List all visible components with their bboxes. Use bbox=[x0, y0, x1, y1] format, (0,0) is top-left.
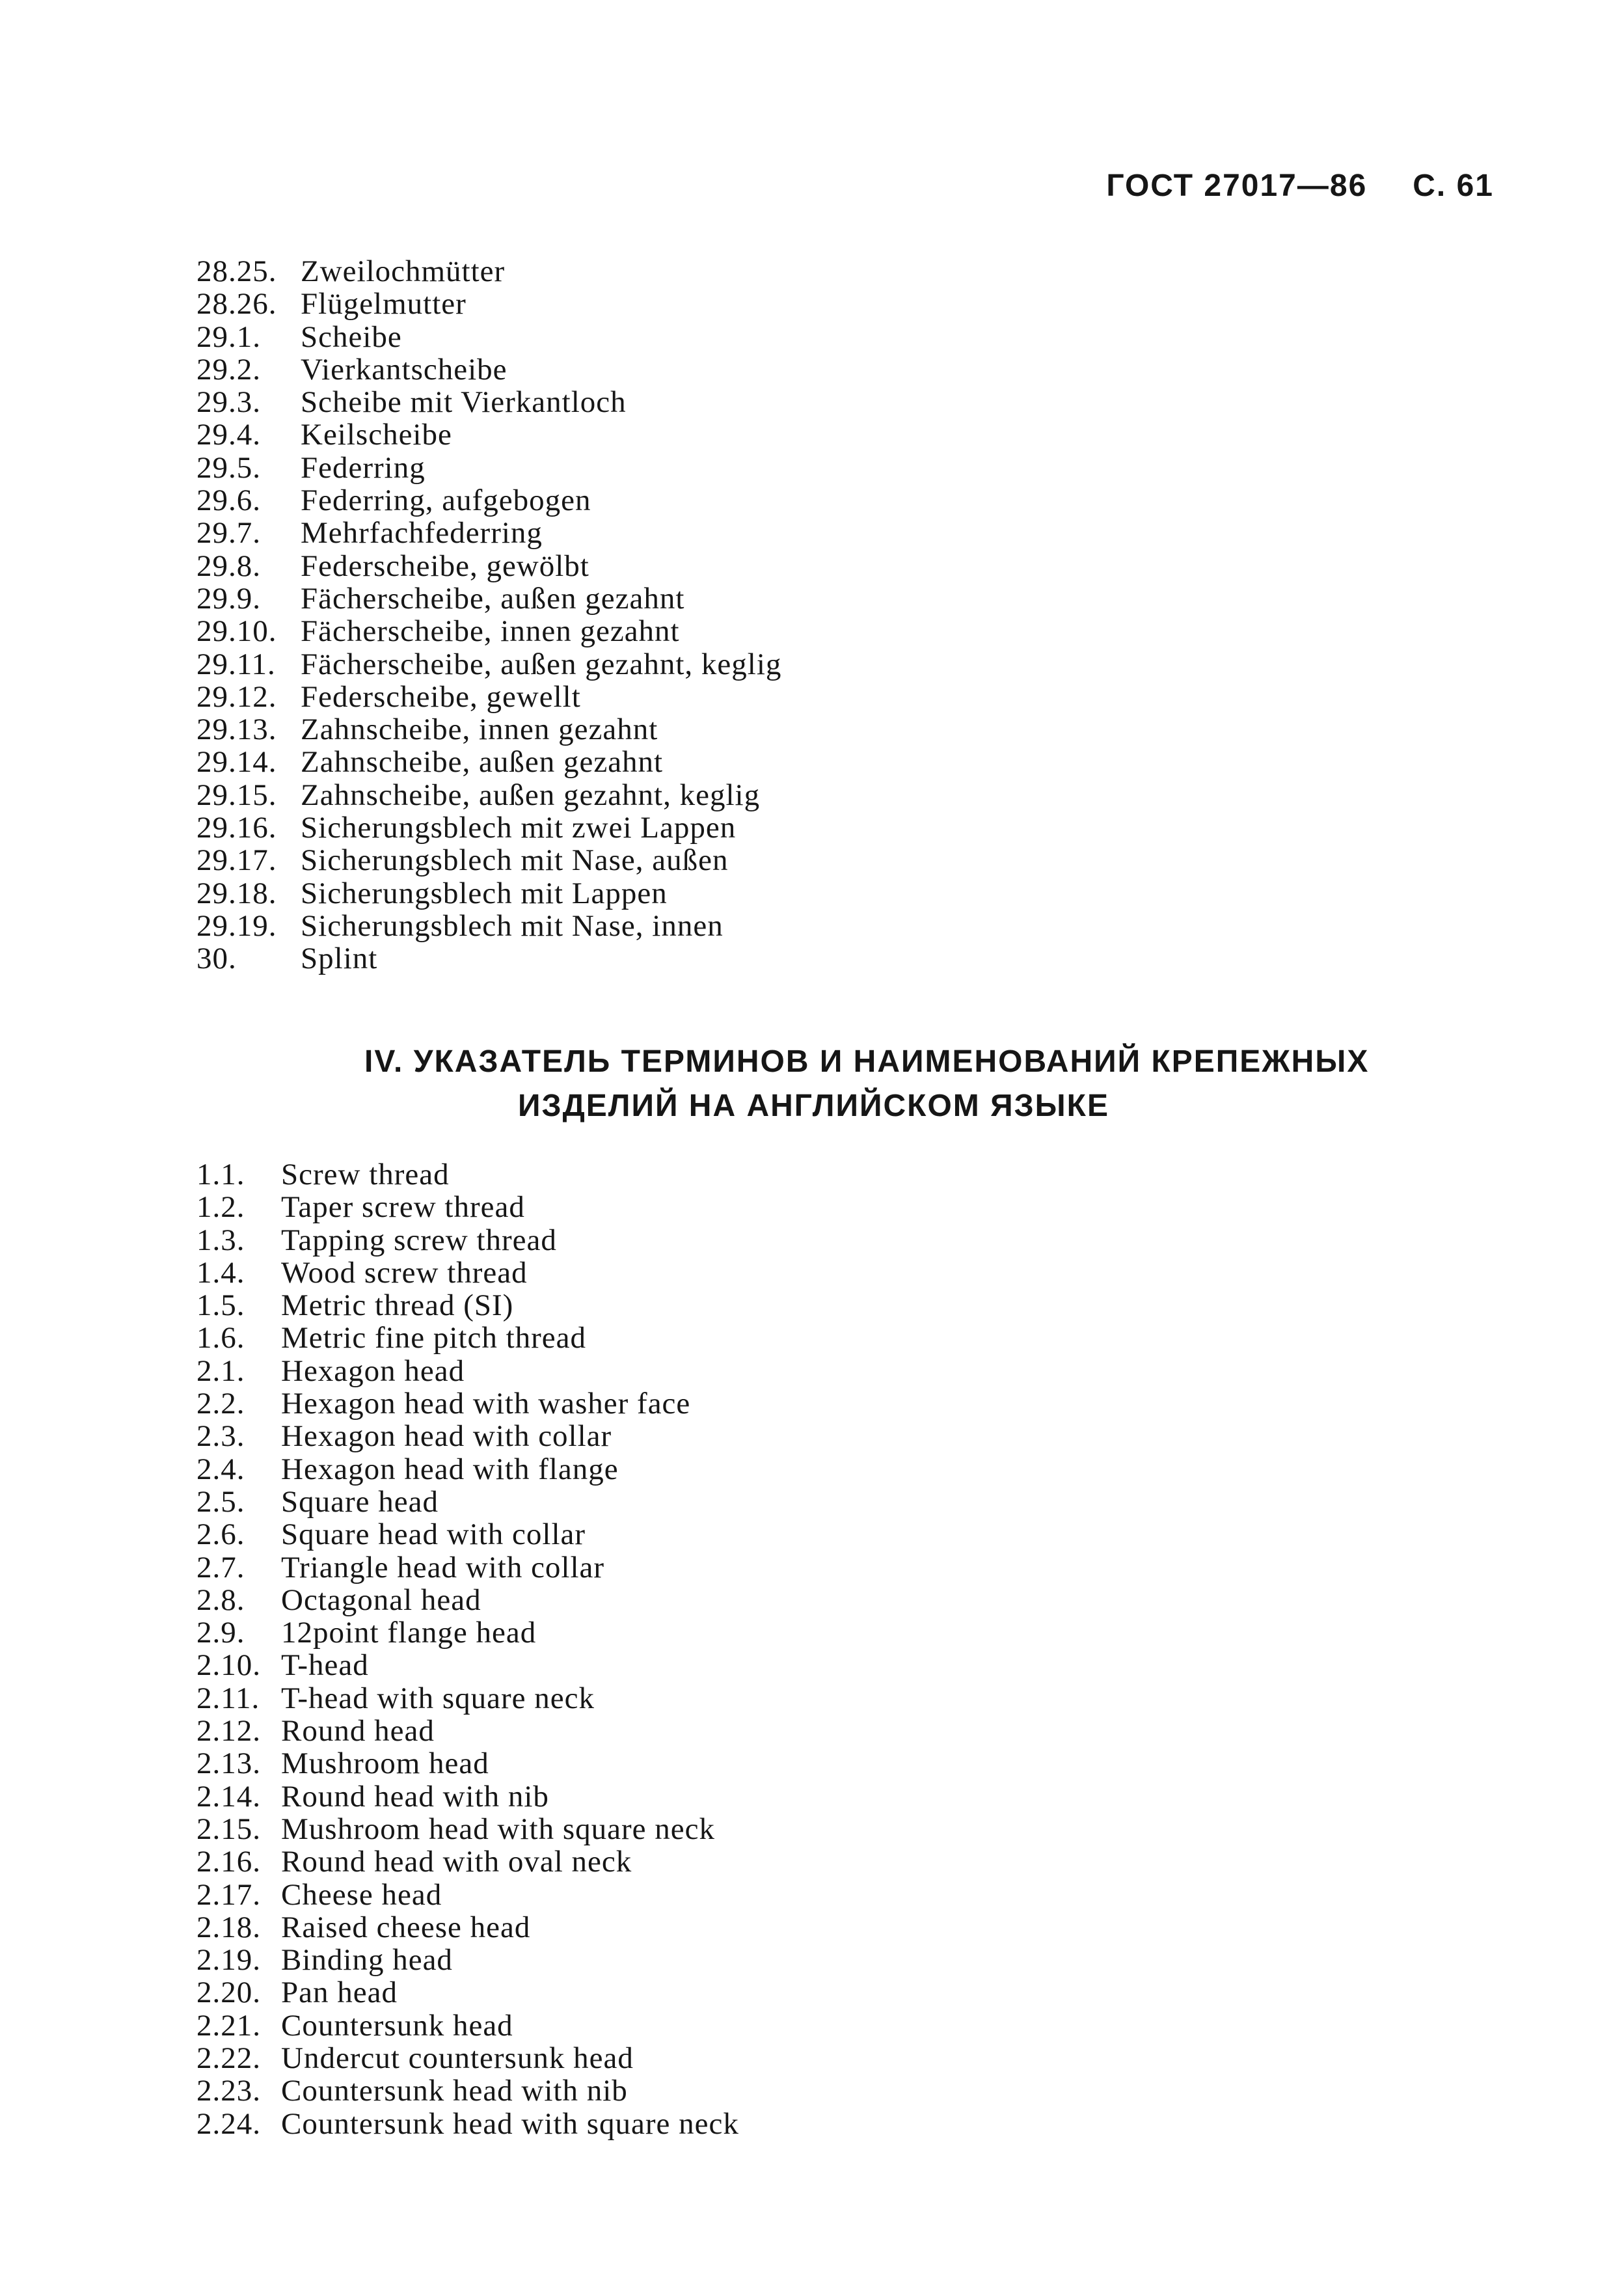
term-text: Federscheibe, gewellt bbox=[301, 679, 581, 714]
term-entry bbox=[196, 582, 781, 615]
term-number: 2.17. bbox=[196, 1877, 261, 1912]
term-entry bbox=[196, 1616, 739, 1649]
term-entry bbox=[196, 2074, 739, 2107]
term-entry bbox=[196, 484, 781, 517]
term-text: Sicherungsblech mit Nase, innen bbox=[301, 908, 724, 943]
term-text: Round head with oval neck bbox=[281, 1845, 632, 1879]
term-entry bbox=[196, 1420, 739, 1452]
term-text: Keilscheibe bbox=[301, 418, 452, 452]
term-number: 28.26. bbox=[196, 287, 277, 321]
section-title-line-2: ИЗДЕЛИЙ НА АНГЛИЙСКОМ ЯЗЫКЕ bbox=[518, 1089, 1109, 1123]
term-entry bbox=[196, 844, 781, 877]
section-title bbox=[0, 1040, 1624, 1128]
term-entry bbox=[196, 811, 781, 844]
term-entry bbox=[196, 2009, 739, 2042]
term-number: 29.5. bbox=[196, 450, 261, 485]
term-text: Octagonal head bbox=[281, 1583, 481, 1617]
term-number: 2.19. bbox=[196, 1943, 261, 1978]
term-number: 29.18. bbox=[196, 876, 277, 910]
term-entry bbox=[196, 452, 781, 484]
term-number: 29.4. bbox=[196, 418, 261, 452]
term-entry bbox=[196, 1747, 739, 1780]
term-entry bbox=[196, 550, 781, 582]
term-number: 29.15. bbox=[196, 778, 277, 812]
term-text: Scheibe bbox=[301, 319, 402, 354]
term-text: Hexagon head bbox=[281, 1353, 465, 1388]
term-number: 29.17. bbox=[196, 843, 277, 878]
term-text: Round head bbox=[281, 1714, 435, 1748]
term-entry bbox=[196, 1879, 739, 1911]
term-entry bbox=[196, 648, 781, 681]
term-number: 2.23. bbox=[196, 2074, 261, 2108]
term-number: 2.1. bbox=[196, 1353, 245, 1388]
term-entry bbox=[196, 2108, 739, 2140]
term-entry bbox=[196, 2042, 739, 2074]
section-title-line-1: IV. УКАЗАТЕЛЬ ТЕРМИНОВ И НАИМЕНОВАНИЙ КРЕПЕЖНЫХ bbox=[364, 1044, 1370, 1079]
term-number: 1.5. bbox=[196, 1288, 245, 1323]
term-text: Vierkantscheibe bbox=[301, 352, 508, 387]
term-text: Hexagon head with washer face bbox=[281, 1387, 691, 1421]
term-number: 2.4. bbox=[196, 1452, 245, 1486]
standard-number: ГОСТ 27017—86 bbox=[1106, 169, 1368, 203]
term-number: 2.22. bbox=[196, 2041, 261, 2076]
term-text: Round head with nib bbox=[281, 1779, 549, 1814]
term-entry bbox=[196, 681, 781, 713]
term-number: 29.14. bbox=[196, 745, 277, 780]
term-number: 29.10. bbox=[196, 614, 277, 649]
term-entry bbox=[196, 779, 781, 811]
term-text: Mehrfachfederring bbox=[301, 516, 543, 551]
term-entry bbox=[196, 1584, 739, 1616]
term-text: Sicherungsblech mit Lappen bbox=[301, 876, 668, 910]
term-text: Screw thread bbox=[281, 1158, 450, 1191]
term-entry bbox=[196, 321, 781, 353]
term-entry bbox=[196, 386, 781, 418]
term-text: Square head bbox=[281, 1484, 439, 1519]
term-number: 29.11. bbox=[196, 647, 276, 681]
term-text: Zweilochmütter bbox=[301, 254, 506, 288]
term-text: Square head with collar bbox=[281, 1517, 586, 1552]
term-text: Metric thread (SI) bbox=[281, 1288, 514, 1323]
term-entry bbox=[196, 1257, 739, 1289]
term-number: 2.3. bbox=[196, 1419, 245, 1454]
term-number: 2.6. bbox=[196, 1517, 245, 1552]
term-entry bbox=[196, 1813, 739, 1845]
term-text: Scheibe mit Vierkantloch bbox=[301, 385, 627, 420]
term-entry bbox=[196, 288, 781, 320]
term-number: 29.6. bbox=[196, 483, 261, 518]
term-entry bbox=[196, 1191, 739, 1223]
term-number: 1.1. bbox=[196, 1158, 245, 1191]
term-text: Sicherungsblech mit zwei Lappen bbox=[301, 811, 737, 845]
term-text: Binding head bbox=[281, 1943, 453, 1978]
term-number: 29.2. bbox=[196, 352, 261, 387]
term-text: Zahnscheibe, außen gezahnt bbox=[301, 745, 664, 780]
term-text: Federring bbox=[301, 450, 426, 485]
term-text: Flügelmutter bbox=[301, 287, 467, 321]
term-number: 29.16. bbox=[196, 811, 277, 845]
page-header bbox=[1106, 168, 1494, 204]
term-number: 29.1. bbox=[196, 319, 261, 354]
term-number: 2.5. bbox=[196, 1484, 245, 1519]
term-entry bbox=[196, 1944, 739, 1976]
term-text: Zahnscheibe, innen gezahnt bbox=[301, 713, 658, 747]
term-number: 29.9. bbox=[196, 581, 261, 616]
term-entry bbox=[196, 517, 781, 549]
term-text: Countersunk head with nib bbox=[281, 2074, 628, 2108]
term-number: 29.13. bbox=[196, 713, 277, 747]
term-text: Federscheibe, gewölbt bbox=[301, 549, 589, 583]
term-entry bbox=[196, 1289, 739, 1322]
term-text: Fächerscheibe, innen gezahnt bbox=[301, 614, 680, 649]
term-text: T-head bbox=[281, 1648, 369, 1683]
term-entry bbox=[196, 1158, 739, 1191]
term-text: Fächerscheibe, außen gezahnt bbox=[301, 581, 685, 616]
term-text: Fächerscheibe, außen gezahnt, keglig bbox=[301, 647, 782, 681]
term-number: 2.15. bbox=[196, 1812, 261, 1846]
term-number: 2.24. bbox=[196, 2106, 261, 2141]
term-text: Hexagon head with collar bbox=[281, 1419, 612, 1454]
term-text: 12point flange head bbox=[281, 1616, 537, 1650]
term-entry bbox=[196, 1976, 739, 2009]
term-text: T-head with square neck bbox=[281, 1681, 595, 1715]
term-text: Splint bbox=[301, 942, 378, 976]
term-entry bbox=[196, 1453, 739, 1486]
term-number: 2.21. bbox=[196, 2008, 261, 2043]
term-entry bbox=[196, 713, 781, 746]
term-number: 2.12. bbox=[196, 1714, 261, 1748]
term-number: 2.18. bbox=[196, 1910, 261, 1944]
term-entry bbox=[196, 1780, 739, 1813]
term-entry bbox=[196, 1715, 739, 1747]
term-number: 28.25. bbox=[196, 254, 277, 288]
term-text: Taper screw thread bbox=[281, 1190, 525, 1225]
term-number: 29.8. bbox=[196, 549, 261, 583]
term-text: Mushroom head with square neck bbox=[281, 1812, 715, 1846]
term-entry bbox=[196, 1355, 739, 1387]
term-number: 30. bbox=[196, 942, 237, 976]
term-entry bbox=[196, 877, 781, 910]
term-entry bbox=[196, 1682, 739, 1715]
term-entry bbox=[196, 1845, 739, 1878]
term-entry bbox=[196, 1911, 739, 1944]
term-number: 2.20. bbox=[196, 1976, 261, 2010]
term-entry bbox=[196, 1518, 739, 1551]
german-term-list bbox=[196, 255, 781, 975]
term-number: 2.11. bbox=[196, 1681, 260, 1715]
term-entry bbox=[196, 910, 781, 942]
term-number: 1.6. bbox=[196, 1321, 245, 1355]
term-text: Mushroom head bbox=[281, 1747, 489, 1781]
term-text: Pan head bbox=[281, 1976, 398, 2010]
term-number: 2.8. bbox=[196, 1583, 245, 1617]
term-text: Zahnscheibe, außen gezahnt, keglig bbox=[301, 778, 761, 812]
english-term-list bbox=[196, 1158, 739, 2140]
term-number: 1.4. bbox=[196, 1255, 245, 1290]
term-number: 2.7. bbox=[196, 1550, 245, 1584]
term-number: 29.12. bbox=[196, 679, 277, 714]
term-number: 2.14. bbox=[196, 1779, 261, 1814]
term-entry bbox=[196, 353, 781, 386]
term-entry bbox=[196, 1486, 739, 1518]
term-number: 29.19. bbox=[196, 908, 277, 943]
term-number: 2.9. bbox=[196, 1616, 245, 1650]
term-entry bbox=[196, 746, 781, 778]
term-text: Countersunk head with square neck bbox=[281, 2106, 739, 2141]
term-text: Cheese head bbox=[281, 1877, 442, 1912]
term-entry bbox=[196, 615, 781, 647]
term-number: 1.3. bbox=[196, 1223, 245, 1257]
term-text: Metric fine pitch thread bbox=[281, 1321, 587, 1355]
term-entry bbox=[196, 1649, 739, 1681]
term-number: 29.7. bbox=[196, 516, 261, 551]
term-text: Hexagon head with flange bbox=[281, 1452, 619, 1486]
term-entry bbox=[196, 1224, 739, 1257]
term-number: 2.13. bbox=[196, 1747, 261, 1781]
term-text: Undercut countersunk head bbox=[281, 2041, 634, 2076]
term-text: Triangle head with collar bbox=[281, 1550, 605, 1584]
term-entry bbox=[196, 418, 781, 451]
term-entry bbox=[196, 255, 781, 288]
term-text: Wood screw thread bbox=[281, 1255, 528, 1290]
term-text: Federring, aufgebogen bbox=[301, 483, 591, 518]
term-number: 29.3. bbox=[196, 385, 261, 420]
term-number: 1.2. bbox=[196, 1190, 245, 1225]
term-number: 2.10. bbox=[196, 1648, 261, 1683]
term-entry bbox=[196, 1551, 739, 1584]
term-text: Raised cheese head bbox=[281, 1910, 531, 1944]
term-entry bbox=[196, 1322, 739, 1354]
term-number: 2.16. bbox=[196, 1845, 261, 1879]
term-entry bbox=[196, 942, 781, 975]
term-text: Tapping screw thread bbox=[281, 1223, 557, 1257]
term-entry bbox=[196, 1387, 739, 1420]
page-number: С. 61 bbox=[1413, 169, 1494, 203]
term-text: Countersunk head bbox=[281, 2008, 513, 2043]
term-text: Sicherungsblech mit Nase, außen bbox=[301, 843, 729, 878]
term-number: 2.2. bbox=[196, 1387, 245, 1421]
